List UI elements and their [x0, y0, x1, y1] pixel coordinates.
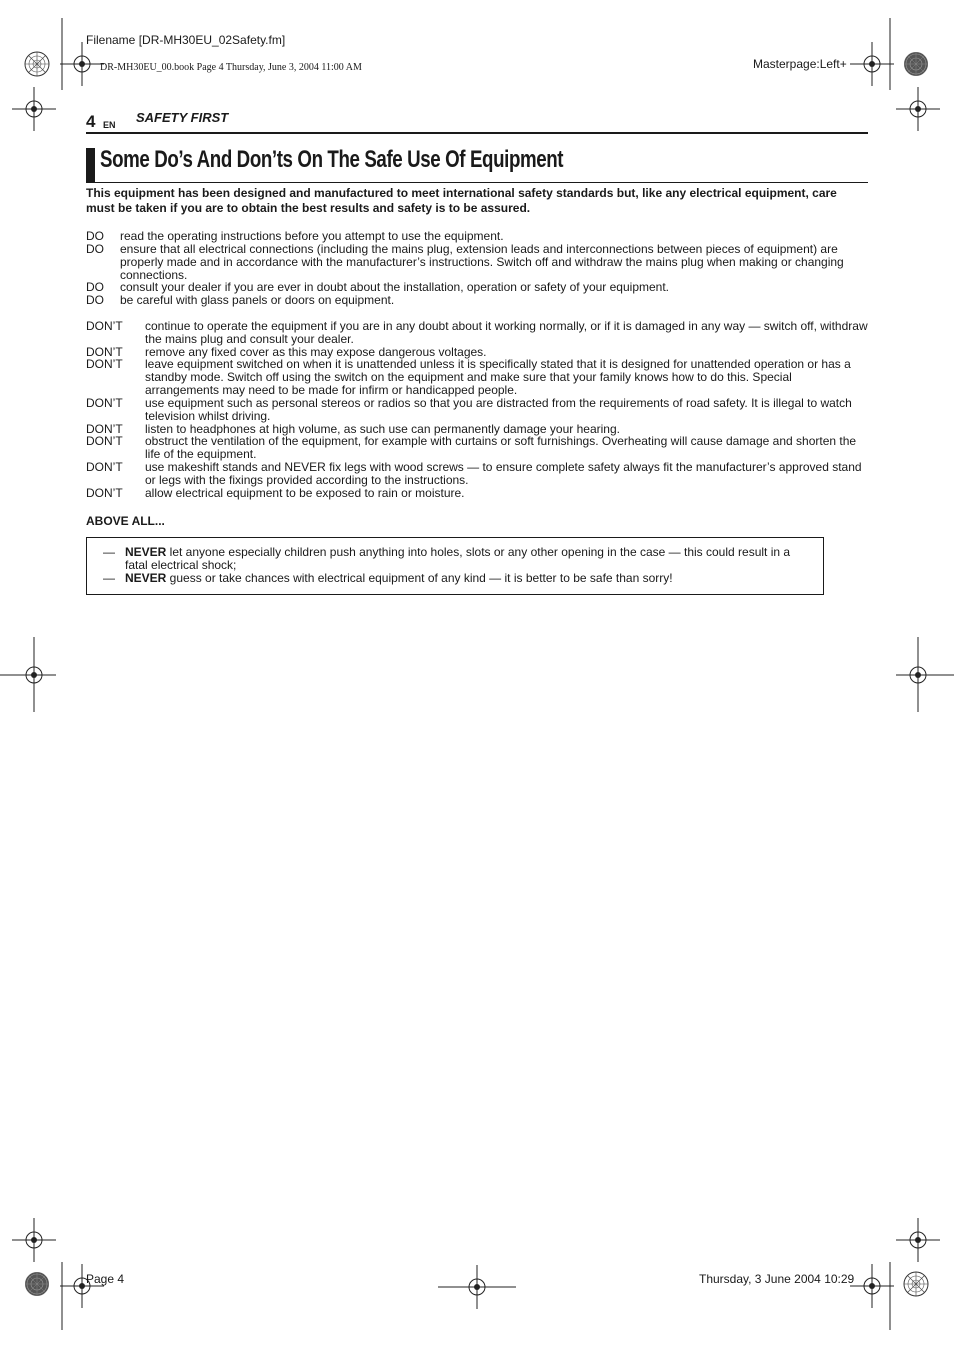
dont-label: DON’T: [86, 345, 123, 359]
dont-label: DON’T: [86, 396, 123, 410]
do-label: DO: [86, 229, 104, 243]
never-box: [86, 537, 824, 595]
dont-text: allow electrical equipment to be exposed to rain or moisture.: [145, 486, 465, 500]
never-text: [125, 546, 813, 572]
dont-text: listen to headphones at high volume, as such use can permanently damage your hearing.: [145, 422, 620, 436]
dont-label: DON’T: [86, 434, 123, 448]
above-all-heading: ABOVE ALL...: [86, 514, 165, 528]
never-text: [125, 572, 813, 585]
title-rule: [86, 182, 868, 183]
do-label: DO: [86, 280, 104, 294]
do-text: consult your dealer if you are ever in doubt about the installation, operation or safety of your equipment.: [120, 280, 669, 294]
meta-filename: Filename [DR-MH30EU_02Safety.fm]: [86, 33, 286, 47]
dont-text: use makeshift stands and NEVER fix legs with wood screws — to ensure complete safety always fit the manufacturer’s approved stand or legs with the fixings provided according to the instructions.: [145, 460, 862, 487]
page-language: EN: [103, 120, 116, 130]
do-text: ensure that all electrical connections (including the mains plug, extension leads and interconnections between pieces of equipment) are properly made and in accordance with the manufacturer’s instructions. Switch off and withdraw the mains plug when making or changing connections.: [120, 242, 844, 282]
dont-text: remove any fixed cover as this may expose dangerous voltages.: [145, 345, 487, 359]
dont-text: continue to operate the equipment if you are in any doubt about it working normally, or if it is damaged in any way — switch off, withdraw the mains plug and consult your dealer.: [145, 319, 868, 346]
do-text: be careful with glass panels or doors on equipment.: [120, 293, 395, 307]
dont-label: DON’T: [86, 357, 123, 371]
do-label: DO: [86, 293, 104, 307]
dont-label: DON’T: [86, 460, 123, 474]
title-bar: [86, 148, 95, 183]
never-body: guess or take chances with electrical equipment of any kind — it is better to be safe than sorry!: [166, 571, 673, 585]
intro-paragraph: This equipment has been designed and manufactured to meet international safety standards but, like any electrical equipment, care must be taken if you are to obtain the best results and safety is to be assured.: [86, 186, 837, 215]
meta-book-info: DR-MH30EU_00.book Page 4 Thursday, June 3, 2004 11:00 AM: [100, 62, 362, 73]
page-title: Some Do’s And Don’ts On The Safe Use Of Equipment: [100, 146, 564, 173]
dont-label: DON’T: [86, 486, 123, 500]
section-title: SAFETY FIRST: [136, 110, 229, 125]
never-strong: NEVER: [125, 545, 167, 559]
dont-text: leave equipment switched on when it is unattended unless it is specifically stated that it is designed for unattended operation or has a standby mode. Switch off using the switch on the equipment and make sure that your family knows how to do this. Special arrangements may need to be made for infirm or handicapped people.: [145, 357, 851, 397]
footer-page: Page 4: [86, 1272, 125, 1286]
footer-date: Thursday, 3 June 2004 10:29: [699, 1272, 855, 1286]
page-header: [86, 110, 868, 134]
dont-text: obstruct the ventilation of the equipment, for example with curtains or soft furnishings. Overheating will cause damage and shorten the life of the equipment.: [145, 434, 857, 461]
dash-marker: —: [103, 571, 115, 585]
dont-label: DON’T: [86, 319, 123, 333]
never-strong: NEVER: [125, 571, 167, 585]
dont-label: DON’T: [86, 422, 123, 436]
do-text: read the operating instructions before you attempt to use the equipment.: [120, 229, 504, 243]
meta-masterpage: Masterpage:Left+: [753, 57, 847, 71]
page-number: 4: [86, 112, 96, 131]
dont-text: use equipment such as personal stereos or radios so that you are distracted from the requirements of road safety. It is illegal to watch television whilst driving.: [145, 396, 852, 423]
dash-marker: —: [103, 545, 115, 559]
never-body: let anyone especially children push anything into holes, slots or any other opening in the case — this could result in a fatal electrical shock;: [125, 545, 791, 572]
do-label: DO: [86, 242, 104, 256]
